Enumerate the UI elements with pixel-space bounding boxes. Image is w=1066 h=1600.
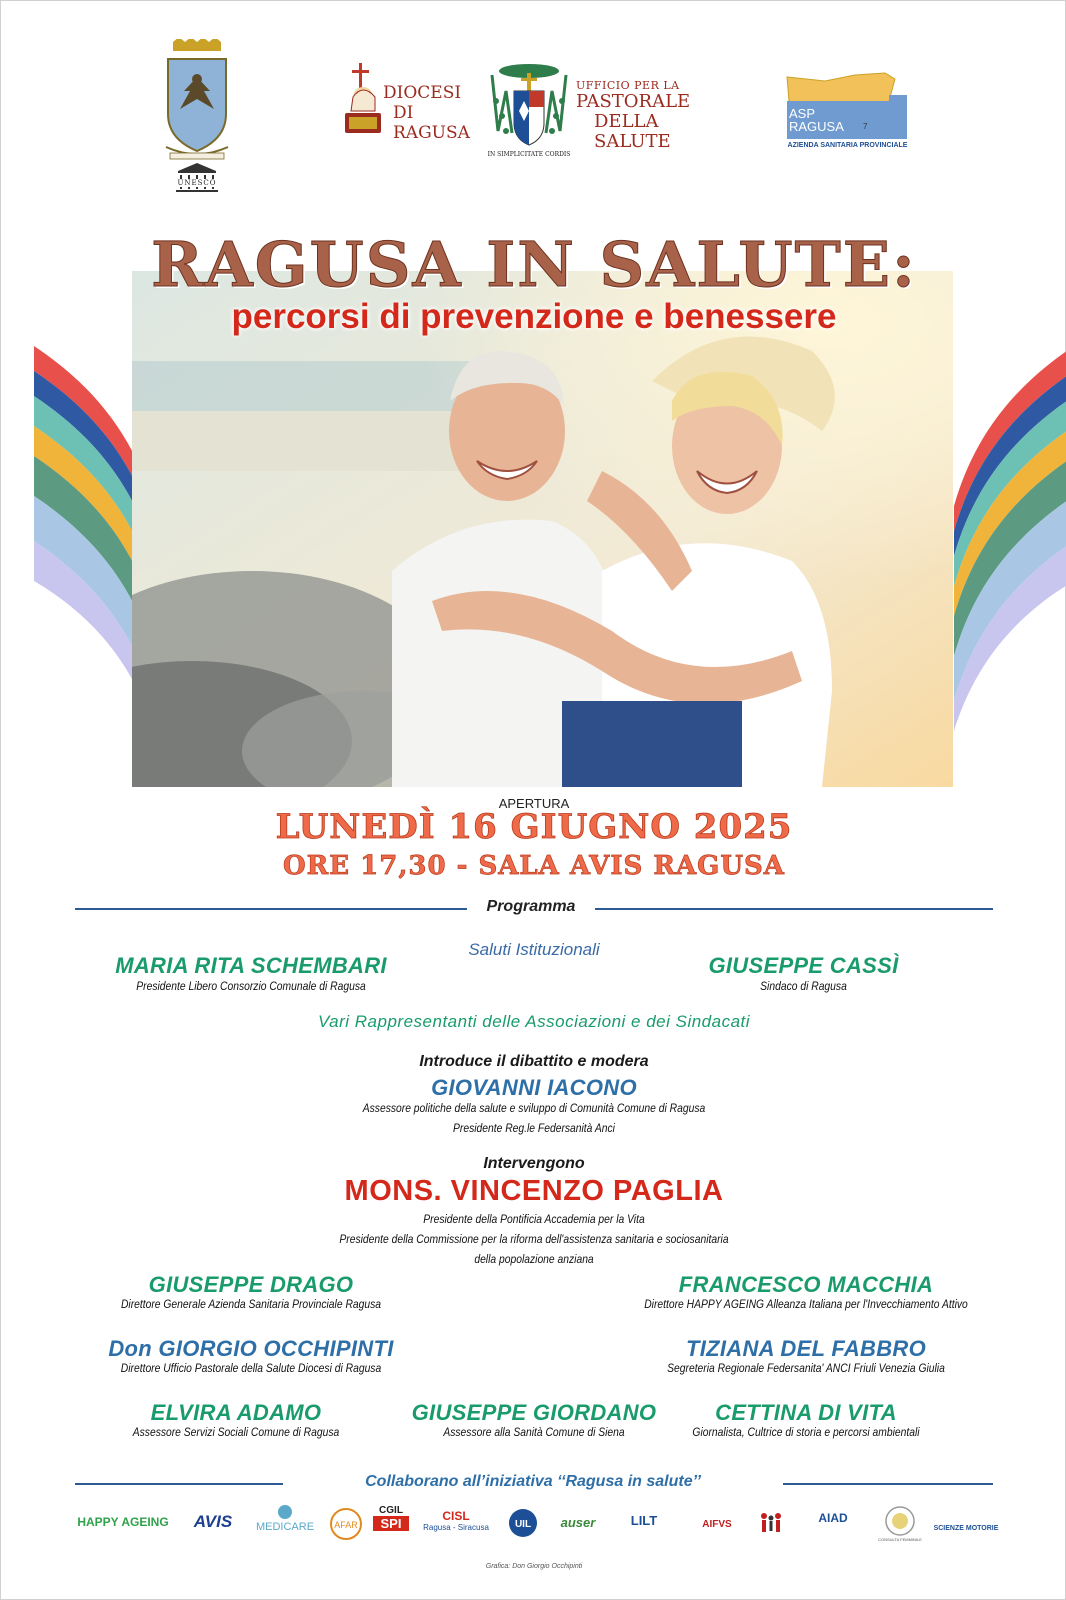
sponsor-aifvs-label: AIFVS bbox=[702, 1519, 732, 1530]
sponsor-consulta bbox=[877, 1501, 923, 1551]
speaker-role-occhipinti: Direttore Ufficio Pastorale della Salute Diocesi di Ragusa bbox=[120, 1361, 382, 1375]
collab-rule-right bbox=[783, 1483, 993, 1485]
programma-rule-left bbox=[75, 908, 467, 910]
moderator-label: Introduce il dibattito e modera bbox=[419, 1053, 649, 1070]
speaker-name-iacono: GIOVANNI IACONO bbox=[431, 1075, 637, 1100]
sponsor-afar-label: AFAR bbox=[334, 1520, 358, 1530]
afar-circle-icon bbox=[329, 1507, 363, 1541]
consulta-seal-icon bbox=[884, 1505, 916, 1537]
asp-line-1: ASP bbox=[789, 106, 816, 121]
lamb-book-icon bbox=[341, 61, 385, 149]
speaker-role-giordano: Assessore alla Sanità Comune di Siena bbox=[443, 1425, 625, 1439]
sponsor-lilt-label: LILT bbox=[630, 1513, 658, 1528]
couple-photo bbox=[132, 271, 953, 787]
diocesi-line-2: DI RAGUSA bbox=[393, 103, 470, 143]
speakers-label: Intervengono bbox=[483, 1155, 585, 1172]
bishop-coat-of-arms bbox=[484, 61, 574, 171]
speaker-name-drago: GIUSEPPE DRAGO bbox=[148, 1272, 354, 1297]
speaker-role-paglia-3: della popolazione anziana bbox=[474, 1252, 594, 1266]
speaker-role-di-vita: Giornalista, Cultrice di storia e percorsi ambientali bbox=[692, 1425, 920, 1439]
speaker-name-occhipinti: Don GIORGIO OCCHIPINTI bbox=[108, 1336, 394, 1361]
speaker-role-drago: Direttore Generale Azienda Sanitaria Provinciale Ragusa bbox=[120, 1297, 382, 1311]
programma-heading: Programma bbox=[486, 898, 576, 915]
speaker-role-cassi: Sindaco di Ragusa bbox=[760, 979, 847, 993]
speaker-name-adamo: ELVIRA ADAMO bbox=[150, 1400, 322, 1425]
apertura-label: APERTURA bbox=[498, 796, 570, 811]
sponsor-family-icon bbox=[753, 1501, 789, 1551]
sponsor-auser-label: auser bbox=[560, 1515, 596, 1530]
sponsor-cisl-sub: Ragusa - Siracusa bbox=[423, 1523, 489, 1532]
collab-rule-left bbox=[75, 1483, 283, 1485]
sponsor-spi-label: SPI bbox=[373, 1516, 409, 1531]
graphic-credit: Grafica: Don Giorgio Occhipinti bbox=[485, 1563, 583, 1570]
sponsor-aiad bbox=[799, 1501, 867, 1551]
diocesi-line-1: DIOCESI bbox=[383, 83, 462, 103]
ufficio-line-1: UFFICIO PER LA bbox=[576, 79, 680, 92]
sponsor-medicare bbox=[249, 1501, 321, 1551]
coat-of-arms-icon bbox=[484, 61, 574, 161]
speaker-role-adamo: Assessore Servizi Sociali Comune di Ragusa bbox=[132, 1425, 340, 1439]
photo-illustration bbox=[132, 271, 953, 787]
speaker-name-macchia: FRANCESCO MACCHIA bbox=[678, 1272, 934, 1297]
uil-circle-icon bbox=[507, 1507, 539, 1539]
sponsor-medicare-label: MEDICARE bbox=[255, 1521, 315, 1533]
ufficio-pastorale-logo bbox=[576, 79, 726, 152]
sponsor-avis bbox=[185, 1501, 241, 1551]
sponsor-consulta-label: CONSULTA FEMMINILE bbox=[878, 1537, 922, 1542]
family-figures-icon bbox=[756, 1509, 786, 1539]
right-rainbow-stripes bbox=[954, 346, 1066, 731]
comune-ragusa-crest bbox=[164, 39, 230, 204]
sponsor-uil-label: UIL bbox=[514, 1519, 532, 1530]
saluti-label: Saluti Istituzionali bbox=[468, 940, 600, 959]
ufficio-line-3: DELLA SALUTE bbox=[594, 111, 671, 152]
sponsor-avis-label: AVIS bbox=[193, 1512, 233, 1531]
speaker-role-schembari: Presidente Libero Consorzio Comunale di Ragusa bbox=[136, 979, 366, 993]
sponsor-cisl bbox=[421, 1501, 491, 1551]
sponsor-aifvs bbox=[689, 1501, 745, 1551]
event-title: RAGUSA IN SALUTE: bbox=[151, 228, 917, 301]
speaker-name-del-fabbro: TIZIANA DEL FABBRO bbox=[685, 1336, 927, 1361]
diocesi-ragusa-logo bbox=[341, 61, 476, 149]
speaker-name-paglia: MONS. VINCENZO PAGLIA bbox=[344, 1175, 724, 1207]
sponsor-afar bbox=[327, 1501, 365, 1551]
sponsor-cisl-label: CISL bbox=[442, 1509, 470, 1523]
unesco-label: UNESCO bbox=[174, 179, 220, 187]
event-subtitle: percorsi di prevenzione e benessere bbox=[231, 297, 837, 336]
asp-district-number: 7 bbox=[863, 122, 868, 131]
asp-ragusa-logo bbox=[785, 71, 910, 156]
collab-heading: Collaborano all’iniziativa ‘‘Ragusa in salute’’ bbox=[365, 1473, 701, 1490]
sponsor-lilt bbox=[613, 1501, 675, 1551]
speaker-name-schembari: MARIA RITA SCHEMBARI bbox=[115, 953, 387, 978]
asp-line-2: RAGUSA bbox=[789, 119, 844, 134]
sponsor-happy-ageing-label: HAPPY AGEING bbox=[77, 1515, 169, 1529]
speaker-role-paglia-1: Presidente della Pontificia Accademia per la Vita bbox=[423, 1212, 645, 1226]
asp-label bbox=[789, 107, 844, 133]
sponsor-happy-ageing bbox=[69, 1501, 177, 1551]
crest-motto: IN SIMPLICITATE CORDIS bbox=[487, 151, 571, 158]
event-time-place: ORE 17,30 - SALA AVIS RAGUSA bbox=[283, 851, 785, 881]
sponsor-auser bbox=[551, 1501, 605, 1551]
event-date: LUNEDÌ 16 GIUGNO 2025 bbox=[275, 807, 793, 847]
sponsor-uil bbox=[503, 1501, 543, 1551]
speaker-role-paglia-2: Presidente della Commissione per la riforma dell'assistenza sanitaria e sociosanitaria bbox=[339, 1232, 729, 1246]
programma-rule-right bbox=[595, 908, 993, 910]
speaker-name-giordano: GIUSEPPE GIORDANO bbox=[411, 1400, 657, 1425]
speaker-role-macchia: Direttore HAPPY AGEING Alleanza Italiana per l'Invecchiamento Attivo bbox=[644, 1297, 968, 1311]
speaker-name-di-vita: CETTINA DI VITA bbox=[715, 1400, 897, 1425]
associations-line: Vari Rappresentanti delle Associazioni e dei Sindacati bbox=[317, 1012, 751, 1031]
asp-subtitle: AZIENDA SANITARIA PROVINCIALE bbox=[787, 142, 908, 149]
speaker-role-iacono-1: Assessore politiche della salute e sviluppo di Comunità Comune di Ragusa bbox=[362, 1101, 706, 1115]
sponsor-cgil-label: CGIL bbox=[379, 1505, 403, 1516]
speaker-role-iacono-2: Presidente Reg.le Federsanità Anci bbox=[453, 1121, 615, 1135]
speaker-role-del-fabbro: Segreteria Regionale Federsanita' ANCI Friuli Venezia Giulia bbox=[667, 1361, 945, 1375]
sponsor-cgil-spi bbox=[373, 1501, 409, 1551]
medicare-drop-icon bbox=[275, 1503, 295, 1521]
speaker-name-cassi: GIUSEPPE CASSÌ bbox=[708, 953, 899, 978]
sponsor-scienze-motorie-label: SCIENZE MOTORIE bbox=[933, 1525, 999, 1532]
sponsor-aiad-label: AIAD bbox=[818, 1511, 848, 1525]
ufficio-line-2: PASTORALE bbox=[576, 91, 691, 112]
sponsor-scienze-motorie bbox=[931, 1501, 1001, 1551]
